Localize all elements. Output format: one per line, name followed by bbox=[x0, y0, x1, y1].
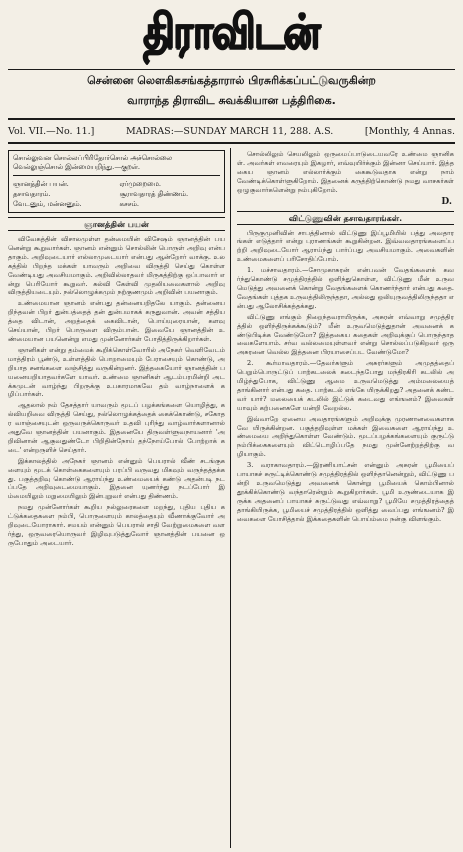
article-paragraph: 1. மச்சாவதாரம்.—சோமுகாசுரன் என்பவன் வேதங்களைக் கவர்ந்துகொண்டு சமுத்திரத்தில் ஒளிந்துகொள்ள, விட்டுணு மீன் உருவமெடுத்து அவனைக் கொன்று வேதங்களைக் கொணர்ந்தார் என்பது கதை. வேதங்கள் புத்தக உருவத்திலிருந்ததா, அல்லது ஒலியுருவத்திலிருந்ததா என்பது ஆலோசிக்கத்தக்கது. bbox=[237, 266, 454, 310]
masthead bbox=[0, 4, 463, 66]
article-paragraph: ஞானிகள் என்று தம்மைக் கூறிக்கொள்வோரில் அநேகர் வெளிவேடம் மாத்திரம் பூண்டு, உள்ளத்தில் பொறாமையும் பேராசையும் கொண்டு, அறியாத சனங்களை வஞ்சித்து வருகின்றனர். இத்தகையோர் ஞானத்தின் பயனையறியாதவர்களே யாவர். உண்மை ஞானிகள் ஆடம்பரமின்றி அடக்கமுடன் வாழ்ந்து பிறருக்கு உபகாரமாகவே தம் வாழ்நாளைக் கழிப்பார்கள். bbox=[8, 345, 225, 399]
dateline-bottom-rule bbox=[8, 142, 455, 144]
contents-item: ஏர்முறைமை. bbox=[119, 180, 162, 188]
right-column bbox=[237, 150, 454, 526]
article-paragraph: உண்மையான ஞானம் என்பது தன்னையறிதலே யாகும். தன்னையறிந்தவன் பிறர் துன்பத்தைத் தன் துன்பமாகக் கருதுவான். அவன் சத்தியத்தை விடான், அறத்தைக் கைவிடான், பொய்யுரையான், களவு செய்யான், பிறர் பொருளை விரும்பான். இவையே ஞானத்தின் உண்மையான பயனென்று எமது முன்னோர்கள் போதித்திருக்கிறார்கள். bbox=[8, 299, 225, 343]
article-title: விட்டுணுவின் தசாவதாரங்கள். bbox=[237, 211, 454, 225]
masthead-rule bbox=[8, 69, 455, 70]
article-title: ஞானத்தின் பயன் bbox=[8, 217, 225, 231]
tagline-line2: வாராந்த திராவிட சுவக்கியான பத்திரிகை. bbox=[127, 94, 336, 107]
article-paragraph: நமது முன்னோர்கள் கூறிய நல்லுரைகளை மறந்து, புதிய புதிய கட்டுக்கதைகளை நம்பி, பொருளையும் காலத்தையும் வீணாக்குவோர் அறிவுடையோராகார். சமயம் என்னும் பெயரால் சாதி வேற்றுமைகளை வளர்த்து, ஒருவரையொருவர் இழிவுபடுத்துவோர் ஞானத்தின் பயனை ஒருபோதும் அடையார். bbox=[8, 503, 225, 547]
issue-date: MADRAS:—SUNDAY MARCH 11, 288. A.S. bbox=[125, 125, 334, 137]
article-paragraph: ஆதலால் நம் தேசத்தார் யாவரும் மூடப் பழக்கங்களை யொழித்து, கல்வியறிவை விருத்தி செய்து, நல்லொழுக்கத்தைக் கைக்கொண்டு, சகோதர வாஞ்சையுடன் ஒருவருக்கொருவர் உதவி புரிந்து வாழ்வார்களானால் அதுவே ஞானத்தின் பயனாகும். இதனையே திருவள்ளுவநாயனார் 'அறிவினான் ஆகுவதுண்டோ பிறிதின்நோய் தந்நோய்போல் போற்றாக் கடை' என்றருளிச் செய்தார். bbox=[8, 401, 225, 454]
volume-number: Vol. VII.—No. 11.] bbox=[8, 125, 95, 137]
contents-item: ஞானத்தின் பயன். bbox=[13, 180, 69, 188]
article-paragraph: விவேகத்தின் விசாலமுள்ள தன்மையின் விசேஷம் ஞானத்தின் பயனென்று கூறுவார்கள். ஞானம் என்னும் சொல்லின் பொருள் அறிவு என்பதாகும். அறிவுடையார் எல்லாமுடையார் என்பது ஆன்றோர் வாக்கு. உலகத்தில் பிறந்த மக்கள் யாவரும் அறிவை விருத்தி செய்து கொள்ளவேண்டியது அவசியமாகும். அறிவில்லாதவர் மிருகத்திற்கு ஒப்பாவார் என்று பெரியோர் கூறுவர். கல்வி கேள்வி முதலியவைகளால் அறிவு விருத்தியடையும். நல்லொழுக்கமும் நற்குணமும் அறிவின் பயனாகும். bbox=[8, 235, 225, 297]
dateline-top-rule bbox=[8, 118, 455, 120]
left-column bbox=[8, 150, 225, 550]
contents-epigraph: சொல்லுவன சொல்லப்பிரிதோர்சொல் அச்சொல்லை வெல்லுஞ்சொல் இன்மையறிந்து.—குறள். bbox=[13, 154, 220, 176]
contents-item: சூராவதாரத் திண்ணம். bbox=[119, 190, 189, 198]
article-paragraph: 2. கூர்மாவதாரம்.—தேவர்களும் அசுரர்களும் அமுதத்தைப் பெறும்பொருட்டுப் பாற்கடலைக் கடைந்தபோது மந்திரகிரி கடலில் அமிழ்ந்துபோக, விட்டுணு ஆமை உருவமெடுத்து அம்மலையைத் தாங்கினார் என்பது கதை. பாற்கடல் எங்கே யிருக்கிறது? அதனைக் கண்டவர் யார்? மலையைக் கடலில் இட்டுக் கடைவது எங்ஙனம்? இவைகள் யாவும் கற்பனைகளே யன்றி வேறல்ல. bbox=[237, 359, 454, 412]
article-signature: D. bbox=[441, 196, 452, 207]
tagline-line1: சென்னை லௌகிகசங்கத்தாரால் பிரசுரிக்கப்பட்டுவருகின்ற bbox=[87, 74, 376, 87]
article-paragraph: இக்காலத்தில் அநேகர் ஞானம் என்னும் பெயரால் வீண் சடங்குகளையும் மூடக் கொள்கைகளையும் பரப்பி வருவது மிகவும் வருந்தத்தக்கது. பகுத்தறிவு கொண்டு ஆராய்ந்து உண்மையைக் கண்டு அதன்படி நடப்பதே அறிவுடைமையாகும். இதனை யுணர்ந்து நடப்போர் இம்மையிலும் மறுமையிலும் இன்புறுவர் என்பது திண்ணம். bbox=[8, 456, 225, 501]
contents-list bbox=[13, 179, 220, 209]
contents-item: வேடனும், மன்னனும். bbox=[13, 200, 82, 208]
contents-box bbox=[8, 150, 225, 213]
article-paragraph: விட்டுணு எங்கும் நிறைந்தவராயிருக்க, அசுரன் எவ்வாறு சமுத்திரத்தில் ஒளிந்திருக்கக்கூடும்? மீன் உருவமெடுத்துதான் அவனைக் கண்டுபிடிக்க வேண்டுமோ? இத்தகைய கதைகள் அறிவுக்குப் பொருந்தாதவைகளேயாம். சர்வ வல்லமையுள்ளவர் என்று சொல்லப்படுகிறவர் ஒரு அசுரனை வெல்ல இத்தனை பிரயாசைப்பட வேண்டுமோ? bbox=[237, 312, 454, 357]
contents-item: தசாவதாரம். bbox=[13, 190, 51, 198]
article-paragraph: 3. வராகாவதாரம்.—இரணியாட்சன் என்னும் அசுரன் பூமியைப் பாயாகச் சுருட்டிக்கொண்டு சமுத்திரத்தில் ஒளிந்தானென்றும், விட்டுணு பன்றி உருவமெடுத்து அவனைக் கொன்று பூமியைக் கொம்பினால் தூக்கிக்கொண்டு வந்தாரென்றும் கூறுகிறார்கள். பூமி உருண்டையாக இருக்க அதனைப் பாயாகச் சுருட்டுவது எவ்வாறு? பூமியே சமுத்திரத்தைத் தாங்கியிருக்க, பூமியைச் சமுத்திரத்தில் ஒளித்து வைப்பது எங்ஙனம்? இவைகளை யோசித்தால் இக்கதைகளின் பொய்ம்மை நன்கு விளங்கும். bbox=[237, 461, 454, 523]
article-paragraph: பிருகுமுனிவின் சாபத்தினால் விட்டுணு இப்பூமியில் பத்து அவதாரங்கள் எடுத்தார் என்று புராணங்கள் கூறுகின்றன. இவ்வவதாரங்களைப்பற்றி அறிவுடையோர் ஆராய்ந்து பார்ப்பது அவசியமாகும். அவைகளின் உண்மைகளைப் பரிசோதிப்போம். bbox=[237, 228, 454, 264]
masthead-title: திராவிடன் bbox=[143, 3, 320, 59]
article-paragraph: இவ்வாறே ஏனைய அவதாரங்களும் அறிவுக்கு முரணானவைகளாகவே யிருக்கின்றன. பகுத்தறிவுள்ள மக்கள் இவைகளை ஆராய்ந்து உண்மையை அறிந்துகொள்ள வேண்டும். மூடப்பழக்கங்களையும் குருட்டு நம்பிக்கைகளையும் விட்டொழிப்பதே நமது முன்னேற்றத்திற்கு வழியாகும். bbox=[237, 414, 454, 459]
dateline bbox=[8, 123, 455, 139]
contents-item: கசசம். bbox=[119, 200, 140, 208]
subscription-price: [Monthly, 4 Annas. bbox=[364, 125, 455, 137]
article-paragraph: சொல்லிலும் செயலிலும் ஒருமைப்பாடுடையவரே உண்மை ஞானிகள். அவர்கள் எவரையும் இகழார், எவ்வுயிர்க்கும் இன்னா செய்யார். இத்தகைய ஞானம் எல்லார்க்கும் கைகூடுவதாக என்று நாம் வேண்டிக்கொள்ளுகிறோம். இதனைக் கருத்திற்கொண்டு நமது வாசகர்கள் ஒழுகுவார்களென்று நம்புகிறோம். bbox=[237, 150, 454, 194]
column-divider bbox=[230, 148, 231, 848]
